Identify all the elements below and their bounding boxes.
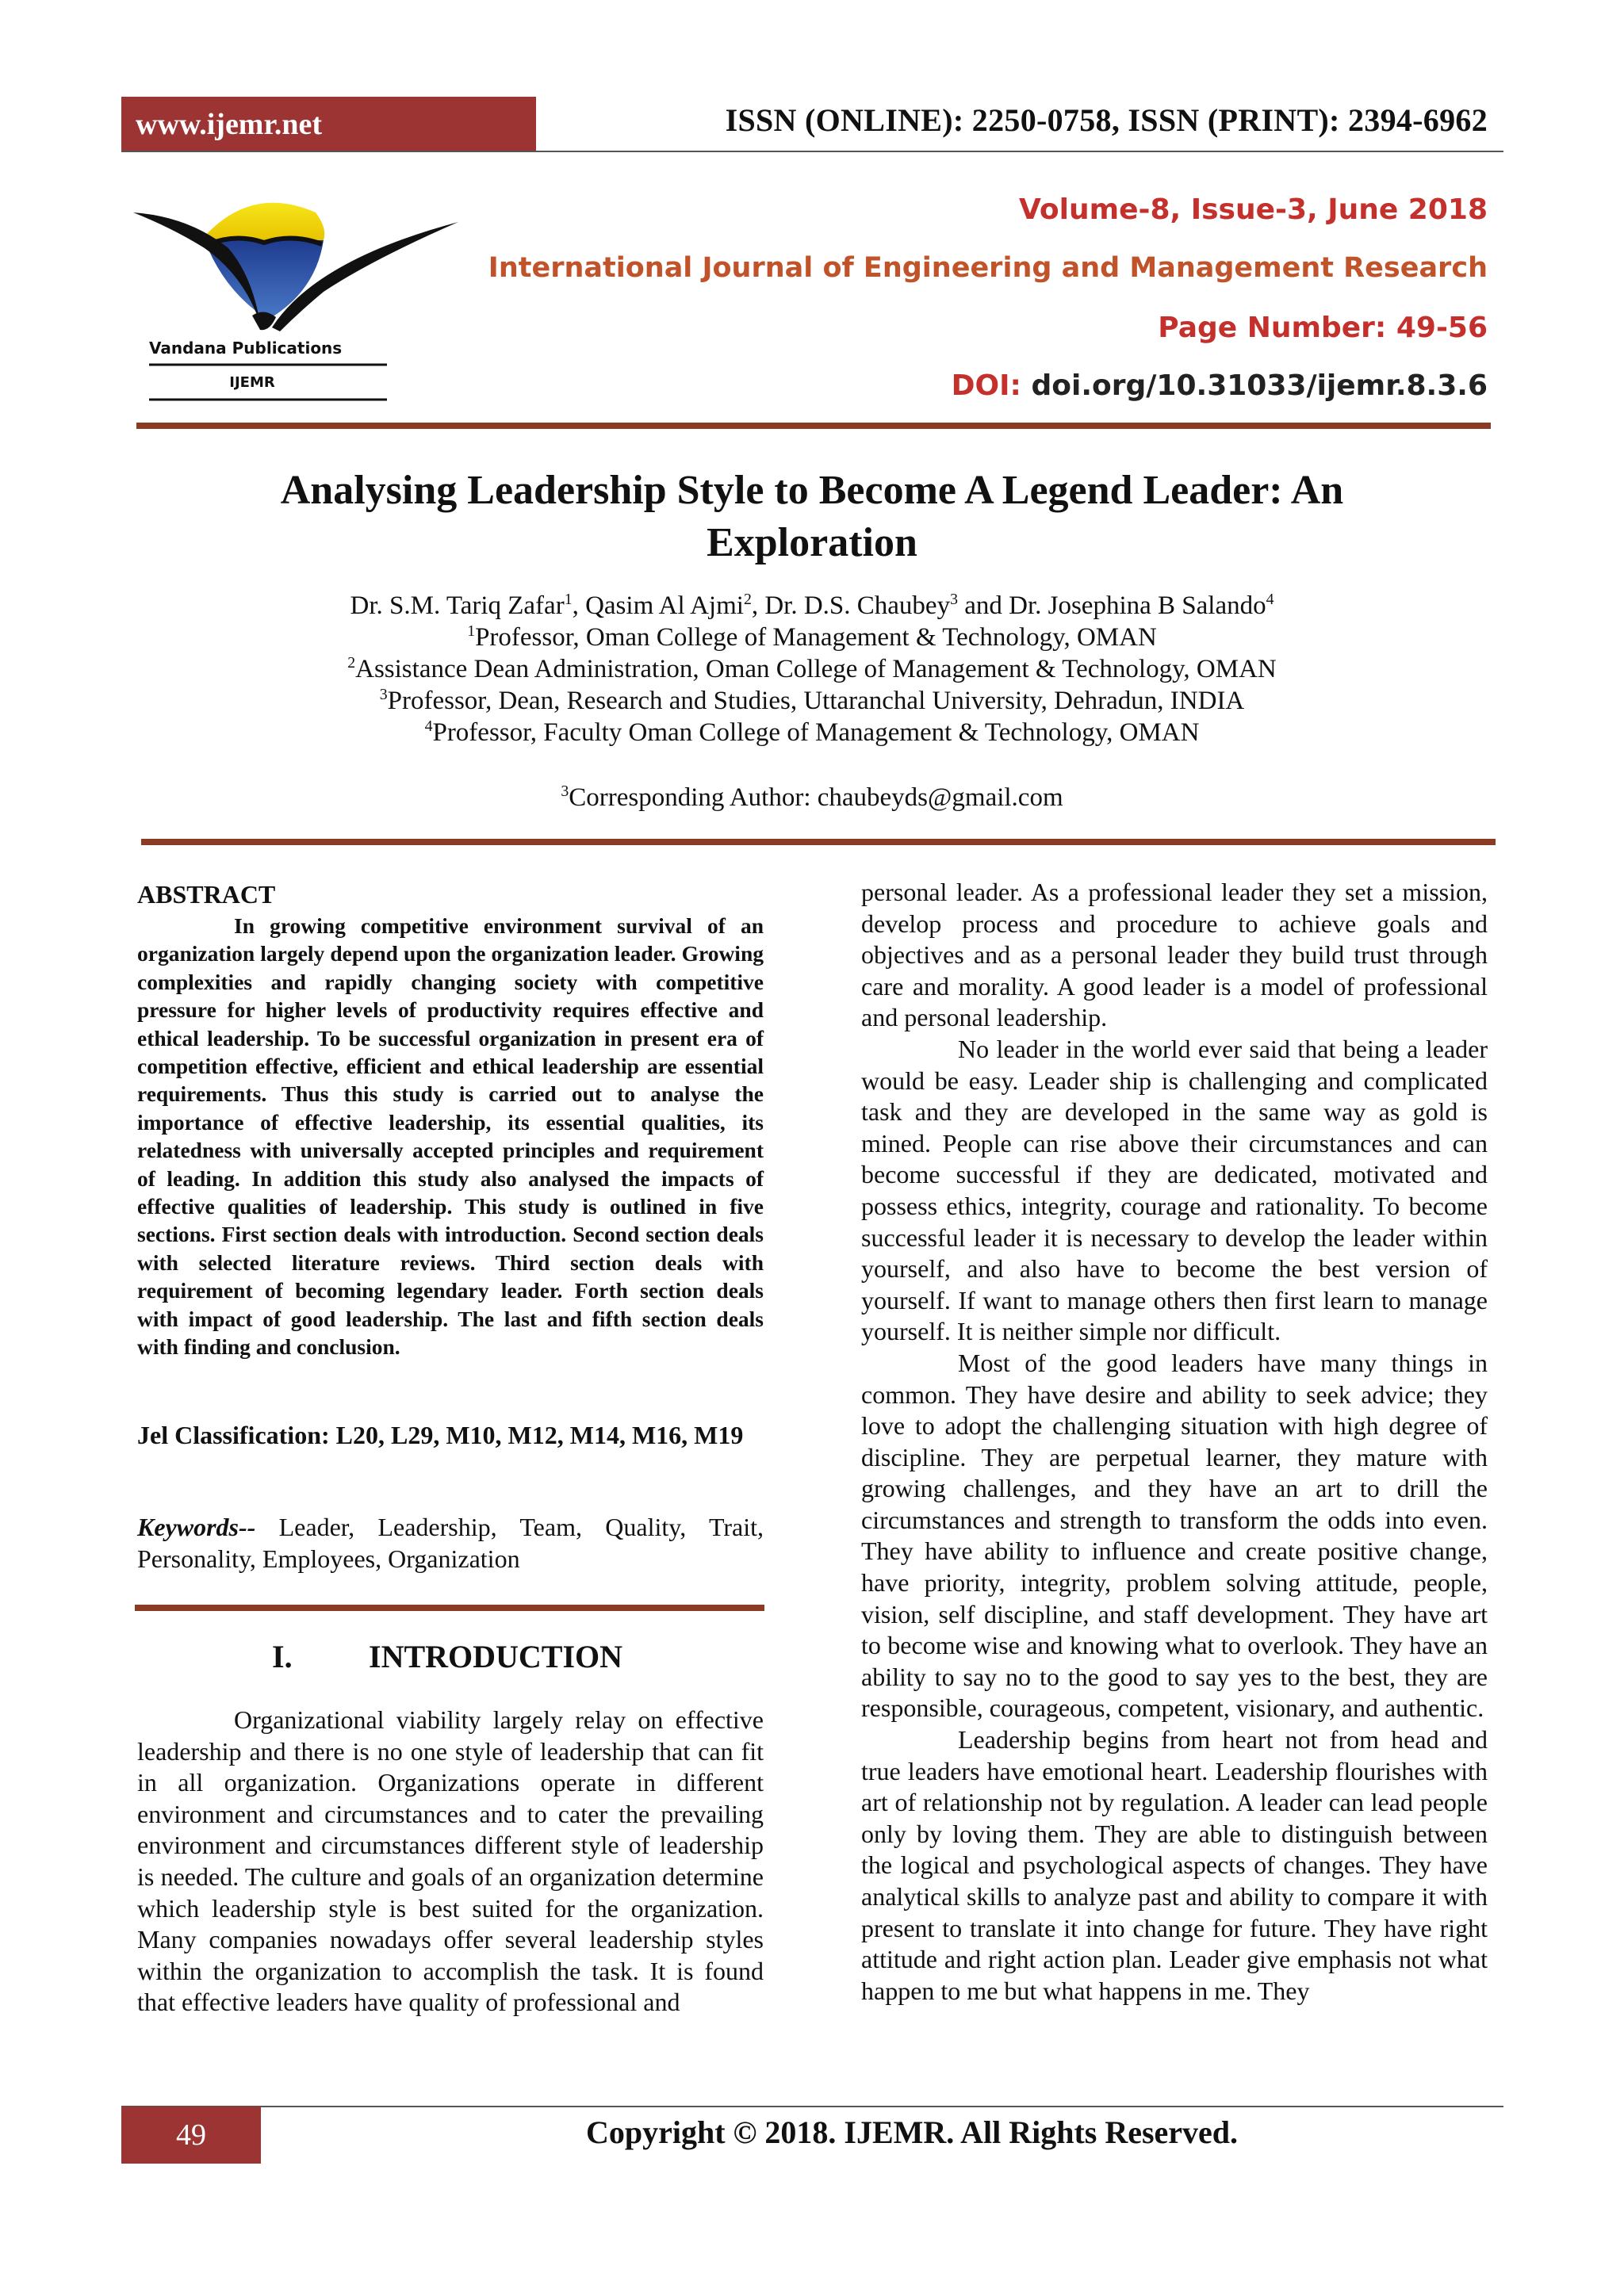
- affiliation-3: $^3$Professor, Dean, Research and Studies, Uttaranchal University, Dehradun, INDIA: [379, 686, 1245, 715]
- affiliation-1: $^1$Professor, Oman College of Management & Technology, OMAN: [467, 622, 1157, 652]
- affiliation-4: $^4$Professor, Faculty Oman College of Management & Technology, OMAN: [424, 718, 1200, 747]
- jel-classification: Jel Classification: L20, L29, M10, M12, M14, M16, M19: [137, 1421, 744, 1449]
- paragraph: Leadership begins from heart not from head and true leaders have emotional heart. Leadership flourishes with art of relationship not by regulation. A leader can lead people only by loving them. They are able to distinguish between the logical and psychological aspects of changes. They have analytical skills to analyze past and ability to compare it with present to translate it into change for future. They have right attitude and right action plan. Leader give emphasis not what happen to me but what happens in me. They: [861, 1725, 1488, 2005]
- introduction-divider: [135, 1605, 764, 1611]
- section-number: I.: [272, 1639, 293, 1674]
- section-title: INTRODUCTION: [369, 1639, 623, 1674]
- header-divider: [121, 151, 1503, 152]
- affiliation-2: $^2$Assistance Dean Administration, Oman College of Management & Technology, OMAN: [347, 654, 1277, 683]
- journal-volume: Volume-8, Issue-3, June 2018: [1018, 193, 1488, 226]
- author-3-sup: 3: [950, 591, 958, 608]
- right-column: [861, 877, 1488, 2007]
- paper-title: [206, 465, 1418, 569]
- paragraph: No leader in the world ever said that being a leader would be easy. Leader ship is challenging and complicated task and they are developed in the same way as gold is mined. People can rise above their circumstances and can become successful if they are dedicated, motivated and possess ethics, integrity, courage and rationality. To become successful leader it is necessary to develop the leader within yourself, and also have to become the best version of yourself. If want to manage others then first learn to manage yourself. It is neither simple nor difficult.: [861, 1034, 1488, 1346]
- author-1: Dr. S.M. Tariq Zafar: [350, 591, 565, 620]
- title-top-divider: [136, 423, 1491, 429]
- corresponding-author: $^3$Corresponding Author: chaubeyds@gmail.com: [561, 783, 1063, 812]
- logo-publisher-text: Vandana Publications: [149, 339, 343, 358]
- corresponding-author-email[interactable]: Corresponding Author: chaubeyds@gmail.com: [569, 783, 1063, 812]
- page-number-badge: 49: [121, 2107, 261, 2164]
- keywords-label: Keywords--: [137, 1513, 256, 1541]
- paragraph: personal leader. As a professional leader they set a mission, develop process and procedure to achieve goals and objectives and as a personal leader they build trust through care and morality. A good leader is a model of professional and personal leadership.: [861, 878, 1488, 1032]
- author-4-sup: 4: [1266, 591, 1274, 608]
- journal-website-badge[interactable]: www.ijemr.net: [121, 97, 536, 152]
- copyright-notice: Copyright © 2018. IJEMR. All Rights Reserved.: [585, 2114, 1239, 2150]
- footer-divider: [121, 2106, 1503, 2107]
- title-line-1: Analysing Leadership Style to Become A Legend Leader: An: [280, 468, 1344, 513]
- abstract-body: In growing competitive environment survival of an organization largely depend upon the organization leader. Growing complexities and rapidly changing society with competitive pressure for higher levels of productivity requires effective and ethical leadership. To be successful organization in present era of competition effective, efficient and ethical leadership are essential requirements. Thus this study is carried out to analyse the importance of effective leadership, its essential qualities, its relatedness with universally accepted principles and requirement of leading. In addition this study also analysed the impacts of effective qualities of leadership. This study is outlined in five sections. First section deals with introduction. Second section deals with selected literature reviews. Third section deals with requirement of becoming legendary leader. Forth section deals with impact of good leadership. The last and fifth section deals with finding and conclusion.: [137, 913, 764, 1360]
- journal-name: International Journal of Engineering and Management Research: [488, 252, 1488, 284]
- issn-line: ISSN (ONLINE): 2250-0758, ISSN (PRINT): 2394-6962: [725, 102, 1488, 138]
- doi-line: [952, 369, 1488, 402]
- author-2: , Qasim Al Ajmi: [572, 591, 744, 620]
- keywords-text: Leader, Leadership, Team, Quality, Trait, Personality, Employees, Organization: [137, 1513, 764, 1573]
- abstract-heading: ABSTRACT: [137, 880, 276, 909]
- doi-label: DOI:: [951, 369, 1021, 402]
- logo-abbr-text: IJEMR: [229, 374, 275, 391]
- page-number-range: Page Number: 49-56: [1158, 312, 1488, 344]
- vandana-publications-logo: [133, 181, 482, 409]
- body-top-divider: [141, 839, 1496, 845]
- paragraph: Most of the good leaders have many things in common. They have desire and ability to seek advice; they love to adopt the challenging situation with high degree of discipline. They are perpetual learner, they mature with growing challenges, and they have an art to drill the circumstances and strength to transform the odds into even. They have ability to influence and create positive change, have priority, integrity, problem solving attitude, people, vision, self discipline, and staff development. They have art to become wise and knowing what to overlook. They have an ability to say no to the good to say yes to the best, they are responsible, courageous, competent, visionary, and authentic.: [861, 1348, 1488, 1723]
- authors-block: [238, 590, 1386, 748]
- author-2-sup: 2: [743, 591, 752, 608]
- author-1-sup: 1: [564, 591, 573, 608]
- doi-link[interactable]: doi.org/10.31033/ijemr.8.3.6: [1031, 369, 1488, 402]
- author-3: , Dr. D.S. Chaubey: [751, 591, 951, 620]
- author-list: [238, 590, 1386, 622]
- author-4: and Dr. Josephina B Salando: [957, 591, 1266, 620]
- introduction-body: Organizational viability largely relay on effective leadership and there is no one style of leadership that can fit in all organization. Organizations operate in different environment and circumstances and to cater the prevailing environment and circumstances different style of leadership is needed. The culture and goals of an organization determine which leadership style is best suited for the organization. Many companies nowadays offer several leadership styles within the organization to accomplish the task. It is found that effective leaders have quality of professional and: [137, 1705, 764, 2017]
- keywords: [137, 1511, 764, 1575]
- title-line-2: Exploration: [707, 520, 917, 565]
